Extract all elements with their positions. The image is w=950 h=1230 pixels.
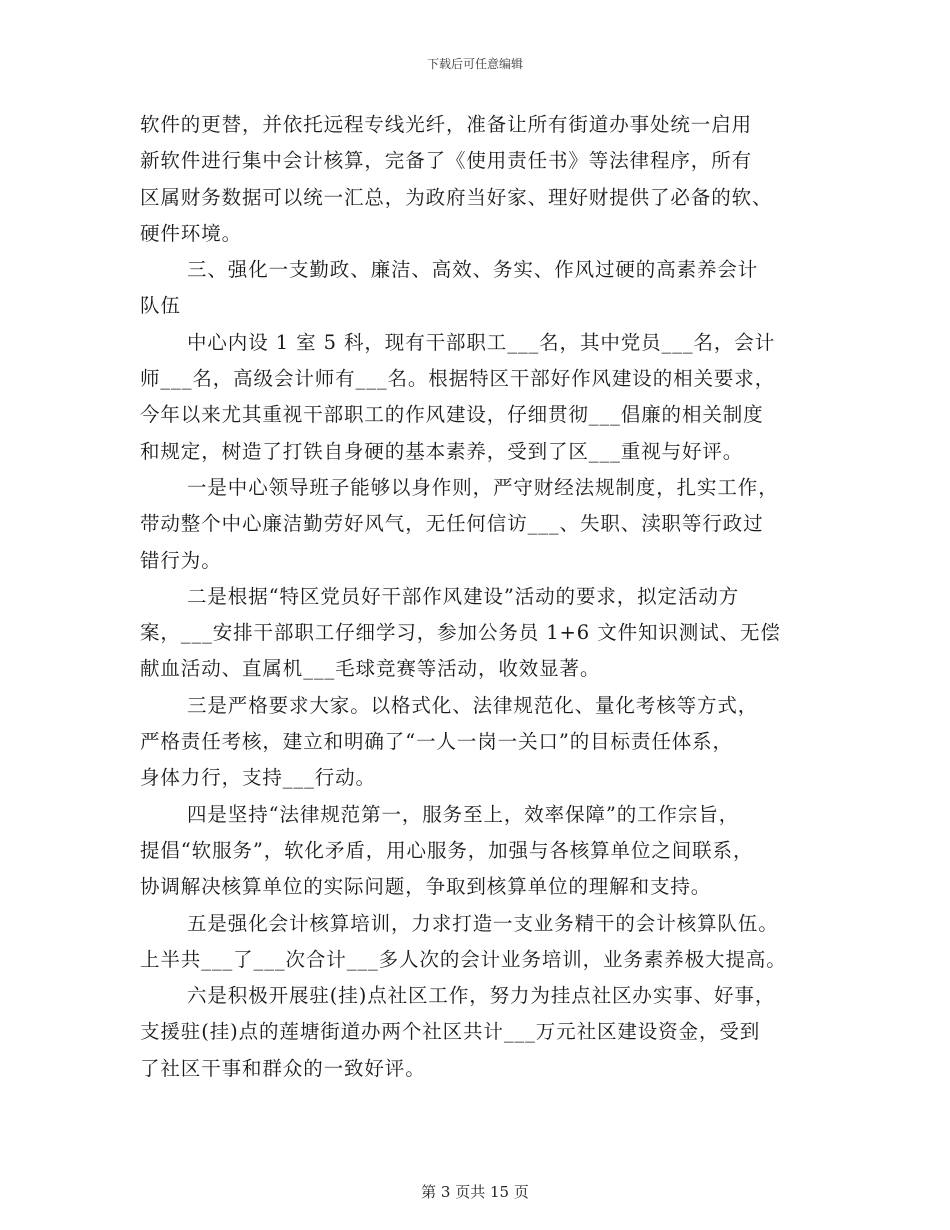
text-line: 案，___安排干部职工仔细学习，参加公务员 1+6 文件知识测试、无偿 (140, 621, 781, 645)
text-line: 二是根据“特区党员好干部作风建设”活动的要求，拟定活动方 (187, 584, 740, 608)
text-line: 今年以来尤其重视干部职工的作风建设，仔细贯彻___倡廉的相关制度 (140, 403, 764, 427)
text-line: 上半共___了___次合计___多人次的会计业务培训，业务素养极大提高。 (140, 947, 787, 971)
text-line: 五是强化会计核算培训，力求打造一支业务精干的会计核算队伍。 (187, 911, 779, 935)
text-line: 队伍 (140, 294, 181, 318)
text-line: 带动整个中心廉洁勤劳好风气，无任何信访___、失职、渎职等行政过 (140, 512, 764, 536)
text-line: 献血活动、直属机___毛球竞赛等活动，收效显著。 (140, 657, 601, 681)
text-line: 支援驻(挂)点的莲塘街道办两个社区共计___万元社区建设资金，受到 (140, 1020, 761, 1044)
document-body (140, 107, 820, 1087)
page-footer: 第 3 页共 15 页 (421, 1183, 529, 1201)
text-line: 六是积极开展驻(挂)点社区工作，努力为挂点社区办实事、好事， (187, 984, 776, 1008)
text-line: 中心内设 1 室 5 科，现有干部职工___名，其中党员___名，会计 (187, 330, 776, 354)
text-line: 四是坚持“法律规范第一，服务至上，效率保障”的工作宗旨， (187, 802, 740, 826)
text-line: 和规定，树造了打铁自身硬的基本素养，受到了区___重视与好评。 (140, 439, 744, 463)
text-line: 提倡“软服务”，软化矛盾，用心服务，加强与各核算单位之间联系， (140, 838, 754, 862)
text-line: 身体力行，支持___行动。 (140, 766, 376, 790)
text-line: 三是严格要求大家。以格式化、法律规范化、量化考核等方式， (187, 693, 759, 717)
text-line: 一是中心领导班子能够以身作则，严守财经法规制度，扎实工作， (187, 475, 779, 499)
text-line: 软件的更替，并依托远程专线光纤，准备让所有街道办事处统一启用 (140, 113, 753, 136)
text-line: 错行为。 (140, 548, 222, 572)
page-header: 下载后可任意编辑 (426, 57, 523, 71)
text-line: 了社区干事和群众的一致好评。 (140, 1056, 426, 1080)
text-line: 师___名，高级会计师有___名。根据特区干部好作风建设的相关要求， (140, 367, 776, 391)
text-line: 区属财务数据可以统一汇总，为政府当好家、理好财提供了必备的软、 (140, 185, 773, 209)
text-line: 三、强化一支勤政、廉洁、高效、务实、作风过硬的高素养会计 (187, 258, 759, 282)
text-line: 严格责任考核，建立和明确了“一人一岗一关口”的目标责任体系， (140, 730, 733, 754)
text-line: 硬件环境。 (140, 221, 243, 245)
text-line: 新软件进行集中会计核算，完备了《使用责任书》等法律程序，所有 (140, 149, 753, 173)
text-line: 协调解决核算单位的实际问题，争取到核算单位的理解和支持。 (140, 875, 712, 899)
